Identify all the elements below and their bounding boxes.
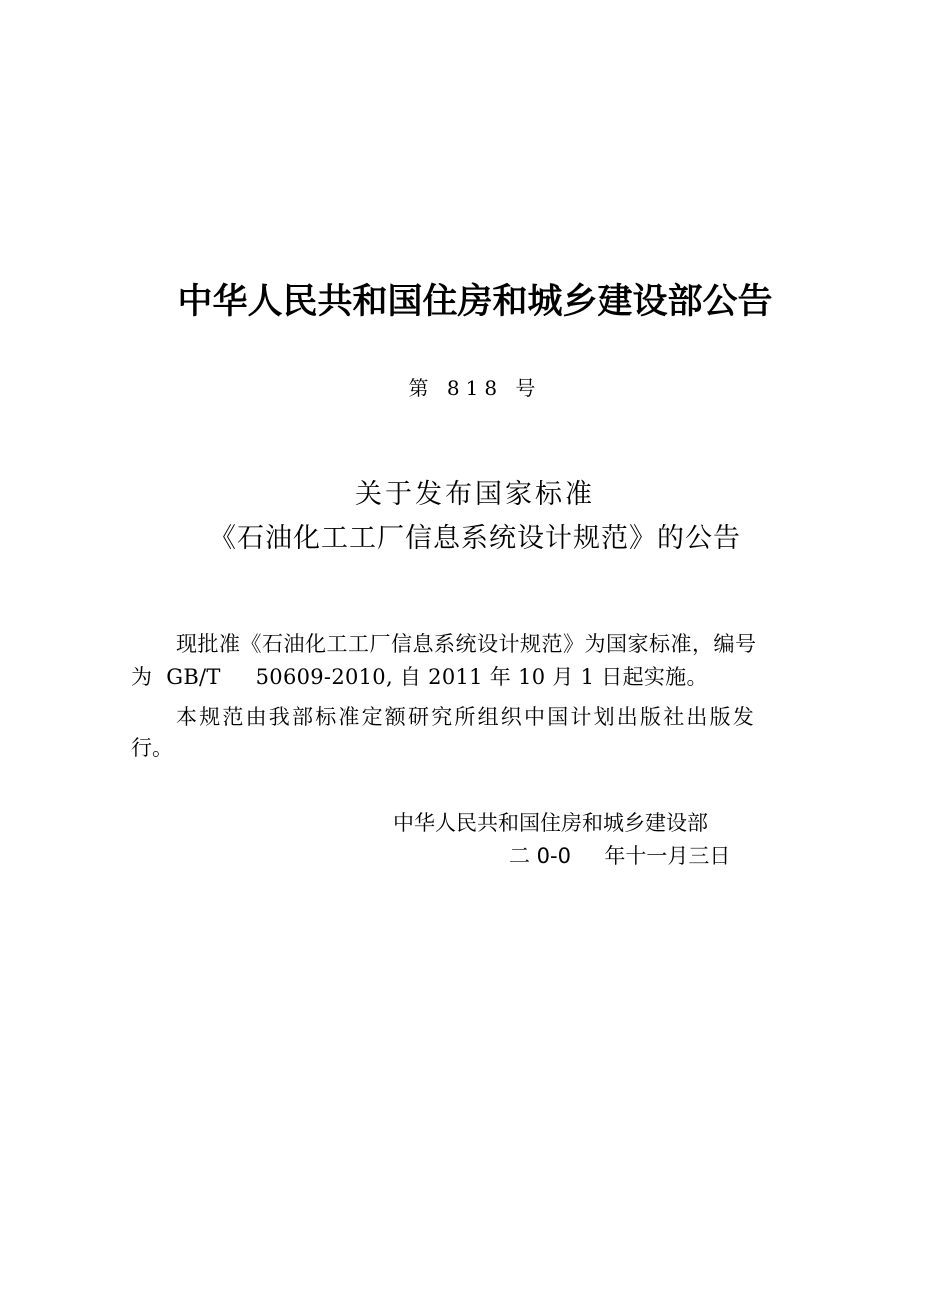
announcement-number: 第 818 号 bbox=[408, 376, 542, 400]
page-title: 中华人民共和国住房和城乡建设部公告 bbox=[177, 282, 773, 322]
paragraph-1-line-1: 现批准《石油化工工厂信息系统设计规范》为国家标准，编号 bbox=[176, 632, 757, 656]
subject-line-1: 关于发布国家标准 bbox=[355, 479, 595, 510]
paragraph-2-line-2: 行。 bbox=[131, 736, 173, 760]
signatory: 中华人民共和国住房和城乡建设部 bbox=[393, 811, 708, 835]
paragraph-2-line-1: 本规范由我部标准定额研究所组织中国计划出版社出版发 bbox=[176, 705, 756, 729]
paragraph-1-line-2: 为 GB/T 50609-2010, 自 2011 年 10 月 1 日起实施。 bbox=[131, 665, 708, 689]
subject-line-2: 《石油化工工厂信息系统设计规范》的公告 bbox=[209, 523, 741, 554]
issue-date: 二 0-0 年十一月三日 bbox=[509, 844, 731, 868]
